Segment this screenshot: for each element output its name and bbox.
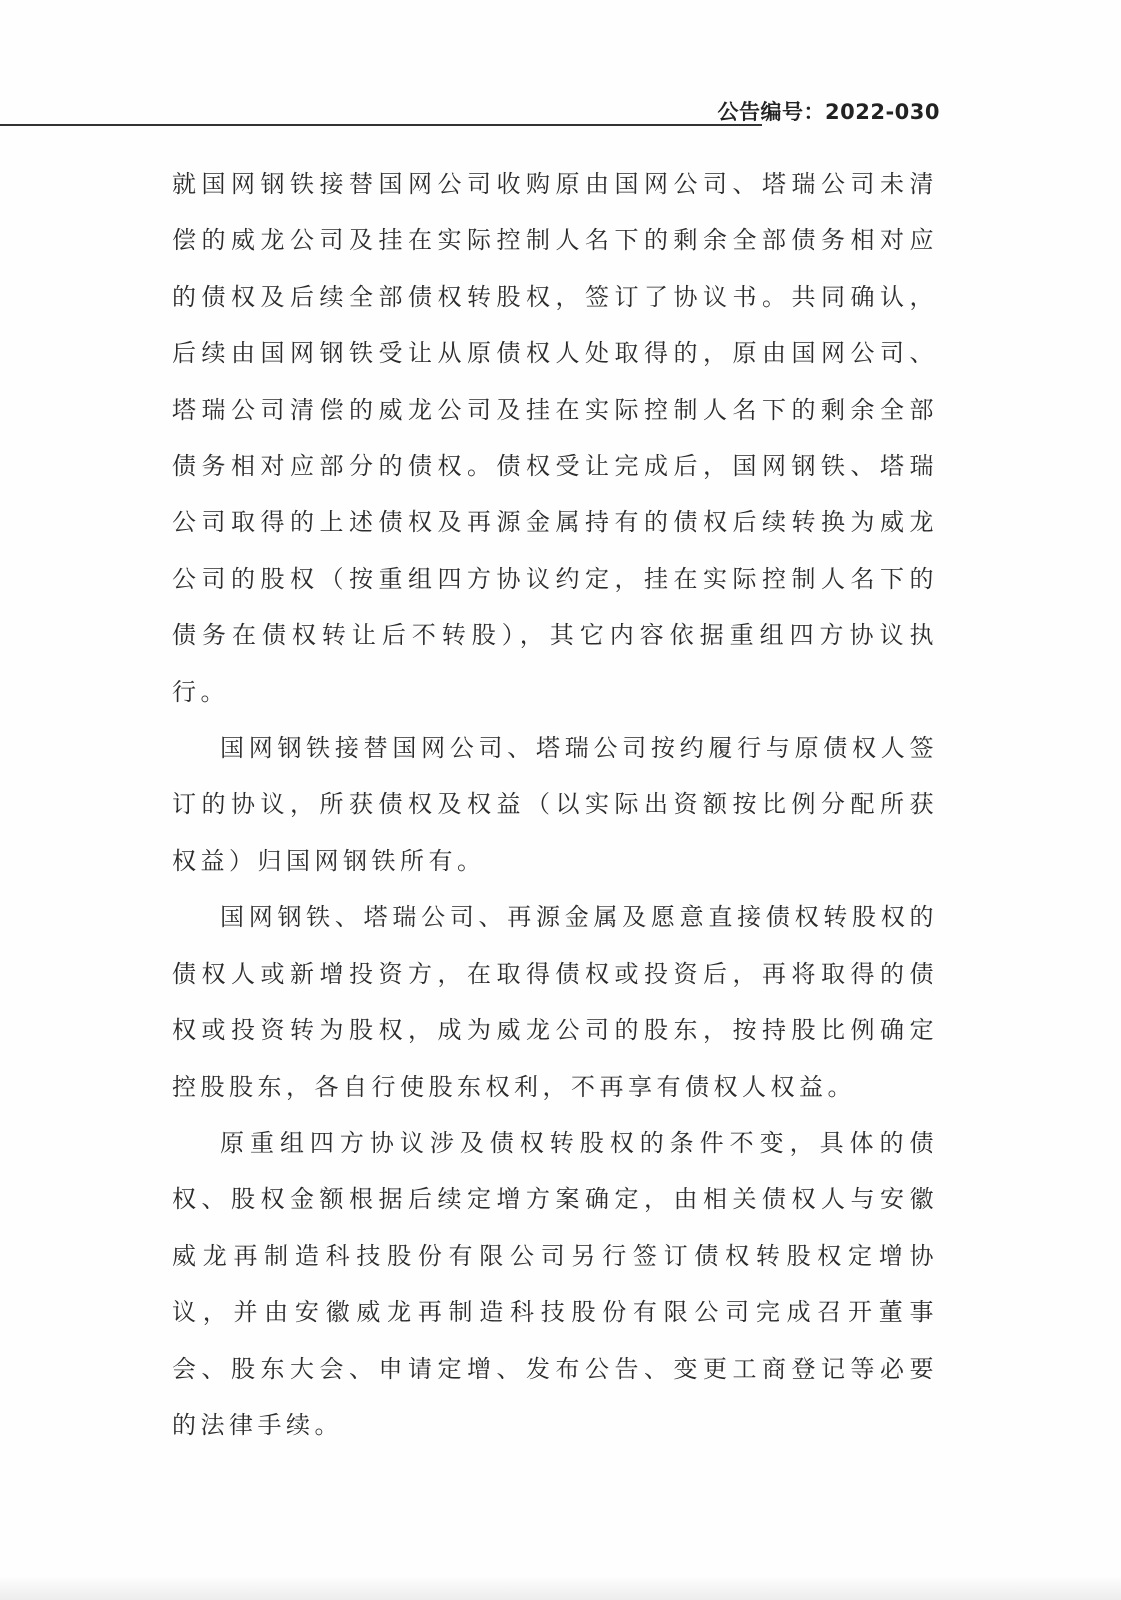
header-rule bbox=[0, 124, 762, 126]
document-body bbox=[172, 156, 938, 1453]
scan-shadow bbox=[0, 1576, 1121, 1600]
page-header bbox=[178, 96, 940, 126]
announcement-number: 公告编号：2022-030 bbox=[717, 100, 940, 124]
paragraph-asset-ownership: 国网钢铁接替国网公司、塔瑞公司按约履行与原债权人签订的协议，所获债权及权益（以实际出资额按比例分配所获权益）归国网钢铁所有。 bbox=[172, 734, 938, 875]
paragraph-conditions: 原重组四方协议涉及债权转股权的条件不变，具体的债权、股权金额根据后续定增方案确定，由相关债权人与安徽威龙再制造科技股份有限公司另行签订债权转股权定增协议，并由安徽威龙再制造科技股份有限公司完成召开董事会、股东大会、申请定增、发布公告、变更工商登记等必要的法律手续。 bbox=[172, 1128, 938, 1439]
paragraph-debt-to-equity: 国网钢铁、塔瑞公司、再源金属及愿意直接债权转股权的债权人或新增投资方，在取得债权或投资后，再将取得的债权或投资转为股权，成为威龙公司的股东，按持股比例确定控股股东，各自行使股东权利，不再享有债权人权益。 bbox=[172, 903, 938, 1101]
paragraph-continuation: 就国网钢铁接替国网公司收购原由国网公司、塔瑞公司未清偿的威龙公司及挂在实际控制人名下的剩余全部债务相对应的债权及后续全部债权转股权，签订了协议书。共同确认，后续由国网钢铁受让从原债权人处取得的，原由国网公司、塔瑞公司清偿的威龙公司及挂在实际控制人名下的剩余全部债务相对应部分的债权。债权受让完成后，国网钢铁、塔瑞公司取得的上述债权及再源金属持有的债权后续转换为威龙公司的股权（按重组四方协议约定，挂在实际控制人名下的债务在债权转让后不转股），其它内容依据重组四方协议执行。 bbox=[172, 170, 938, 706]
